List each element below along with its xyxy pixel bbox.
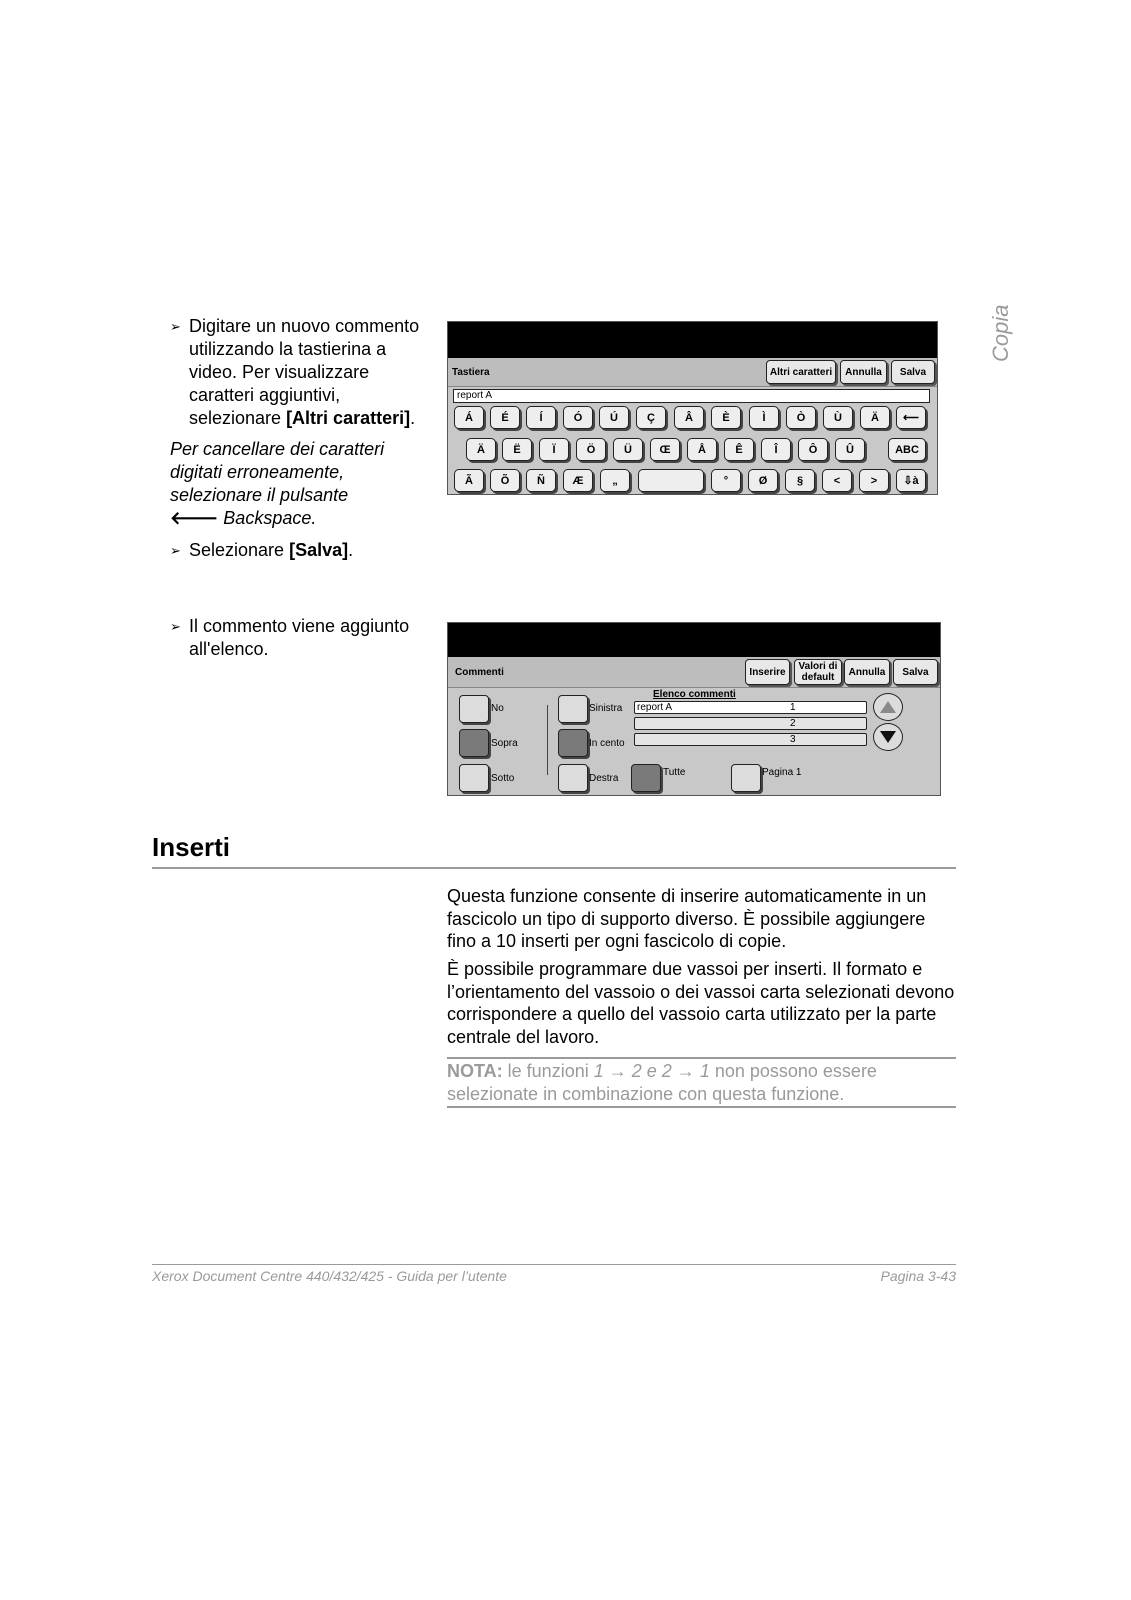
key[interactable]: È [711, 406, 741, 429]
key[interactable]: Ì [749, 406, 779, 429]
key[interactable]: Ú [599, 406, 629, 429]
option-sinistra-button[interactable] [558, 695, 588, 723]
screen-topbar [448, 322, 937, 358]
triangle-down-icon [879, 730, 897, 744]
option-sotto-button[interactable] [459, 764, 489, 792]
list-title: Elenco commenti [653, 689, 736, 700]
keyboard-screen [447, 321, 938, 495]
default-values-button[interactable]: Valori di default [794, 659, 842, 685]
save-button[interactable]: Salva [893, 659, 938, 685]
option-sinistra-label: Sinistra [589, 703, 623, 714]
heading-rule [152, 867, 956, 869]
key[interactable]: Õ [490, 469, 520, 492]
note-rule-top [447, 1057, 956, 1059]
key[interactable]: Ä [860, 406, 890, 429]
key[interactable]: Ü [613, 438, 643, 461]
key[interactable]: ° [711, 469, 741, 492]
key[interactable]: Ä [466, 438, 496, 461]
comments-title: Commenti [455, 667, 504, 678]
comments-screen [447, 622, 941, 796]
column-divider [547, 705, 548, 775]
save-button[interactable]: Salva [891, 360, 935, 384]
tutte-label: Tutte [663, 767, 686, 778]
shift-key[interactable]: ⇩à [896, 469, 926, 492]
nota: NOTA: le funzioni 1 → 2 e 2 → 1 non possono essere selezionate in combinazione con questa funzione. [447, 1061, 877, 1104]
key[interactable]: Œ [650, 438, 680, 461]
list-item[interactable]: report A 1 [634, 701, 867, 714]
more-characters-button[interactable]: Altri caratteri [766, 360, 836, 384]
key[interactable]: § [785, 469, 815, 492]
section-heading: Inserti [152, 832, 231, 862]
arrow-bullet-icon: ➢ [170, 619, 181, 634]
key[interactable]: Ñ [526, 469, 556, 492]
pagina-button[interactable] [731, 764, 761, 792]
key[interactable]: Û [835, 438, 865, 461]
key[interactable]: Ö [576, 438, 606, 461]
side-tab-label: Copia [988, 304, 1013, 362]
option-destra-label: Destra [589, 773, 619, 784]
abc-key[interactable]: ABC [888, 438, 926, 461]
scroll-down-button[interactable] [873, 723, 903, 751]
space-key[interactable] [638, 469, 704, 492]
option-incento-button[interactable] [558, 729, 588, 757]
triangle-up-icon [879, 700, 897, 714]
key[interactable]: Æ [563, 469, 593, 492]
paragraph-1: Questa funzione consente di inserire automaticamente in un fascicolo un tipo di supporto diverso. È possibile aggiungere fino a 10 inserti per ogni fascicolo di copie. [447, 886, 927, 951]
key[interactable]: Ò [786, 406, 816, 429]
option-no-button[interactable] [459, 695, 489, 723]
footer-page: Pagina 3-43 [880, 1268, 956, 1284]
paragraph-2: È possibile programmare due vassoi per inserti. Il formato e l’orientamento del vassoio o dei vassoi carta selezionati devono corrispondere a quello del vassoio carta utilizzato per la parte centrale del lavoro. [447, 959, 955, 1047]
key[interactable]: Ó [563, 406, 593, 429]
key[interactable]: Ï [539, 438, 569, 461]
arrow-right-icon: → [671, 1061, 700, 1081]
backspace-arrow-icon: 🡐 [170, 508, 219, 528]
backspace-note: Per cancellare dei caratteri digitati erroneamente, selezionare il pulsante 🡐 Backspace. [170, 439, 385, 528]
backspace-key[interactable] [896, 406, 926, 429]
keyboard-title: Tastiera [452, 367, 490, 378]
scroll-up-button[interactable] [873, 693, 903, 721]
key[interactable]: Â [674, 406, 704, 429]
key[interactable]: Á [454, 406, 484, 429]
key[interactable]: Ø [748, 469, 778, 492]
insert-button[interactable]: Inserire [745, 659, 790, 685]
arrow-bullet-icon: ➢ [170, 319, 181, 334]
list-item[interactable]: 2 [634, 717, 867, 730]
key[interactable]: Ë [502, 438, 532, 461]
key[interactable]: Ù [823, 406, 853, 429]
cancel-button[interactable]: Annulla [844, 659, 890, 685]
pagina-label: Pagina 1 [762, 767, 802, 778]
backspace-icon: ⟵ [903, 412, 919, 424]
screen-topbar [448, 623, 940, 657]
comment-input[interactable]: report A [453, 389, 930, 403]
list-item[interactable]: 3 [634, 733, 867, 746]
key[interactable]: Å [687, 438, 717, 461]
option-sotto-label: Sotto [491, 773, 515, 784]
option-incento-label: In cento [589, 738, 625, 749]
option-sopra-label: Sopra [491, 738, 518, 749]
note-rule-bottom [447, 1106, 956, 1108]
footer-rule [152, 1264, 956, 1265]
option-no-label: No [491, 703, 504, 714]
key[interactable]: Ç [636, 406, 666, 429]
key[interactable]: Ã [454, 469, 484, 492]
key[interactable]: Í [526, 406, 556, 429]
option-destra-button[interactable] [558, 764, 588, 792]
key[interactable]: É [490, 406, 520, 429]
key[interactable]: > [859, 469, 889, 492]
key[interactable]: < [822, 469, 852, 492]
option-sopra-button[interactable] [459, 729, 489, 757]
footer-title: Xerox Document Centre 440/432/425 - Guida per l’utente [152, 1268, 507, 1284]
cancel-button[interactable]: Annulla [840, 360, 887, 384]
key[interactable]: Ô [798, 438, 828, 461]
key[interactable]: „ [600, 469, 630, 492]
arrow-bullet-icon: ➢ [170, 543, 181, 558]
key[interactable]: Ê [724, 438, 754, 461]
tutte-button[interactable] [631, 764, 661, 792]
arrow-right-icon: → [603, 1061, 632, 1081]
key[interactable]: Î [761, 438, 791, 461]
